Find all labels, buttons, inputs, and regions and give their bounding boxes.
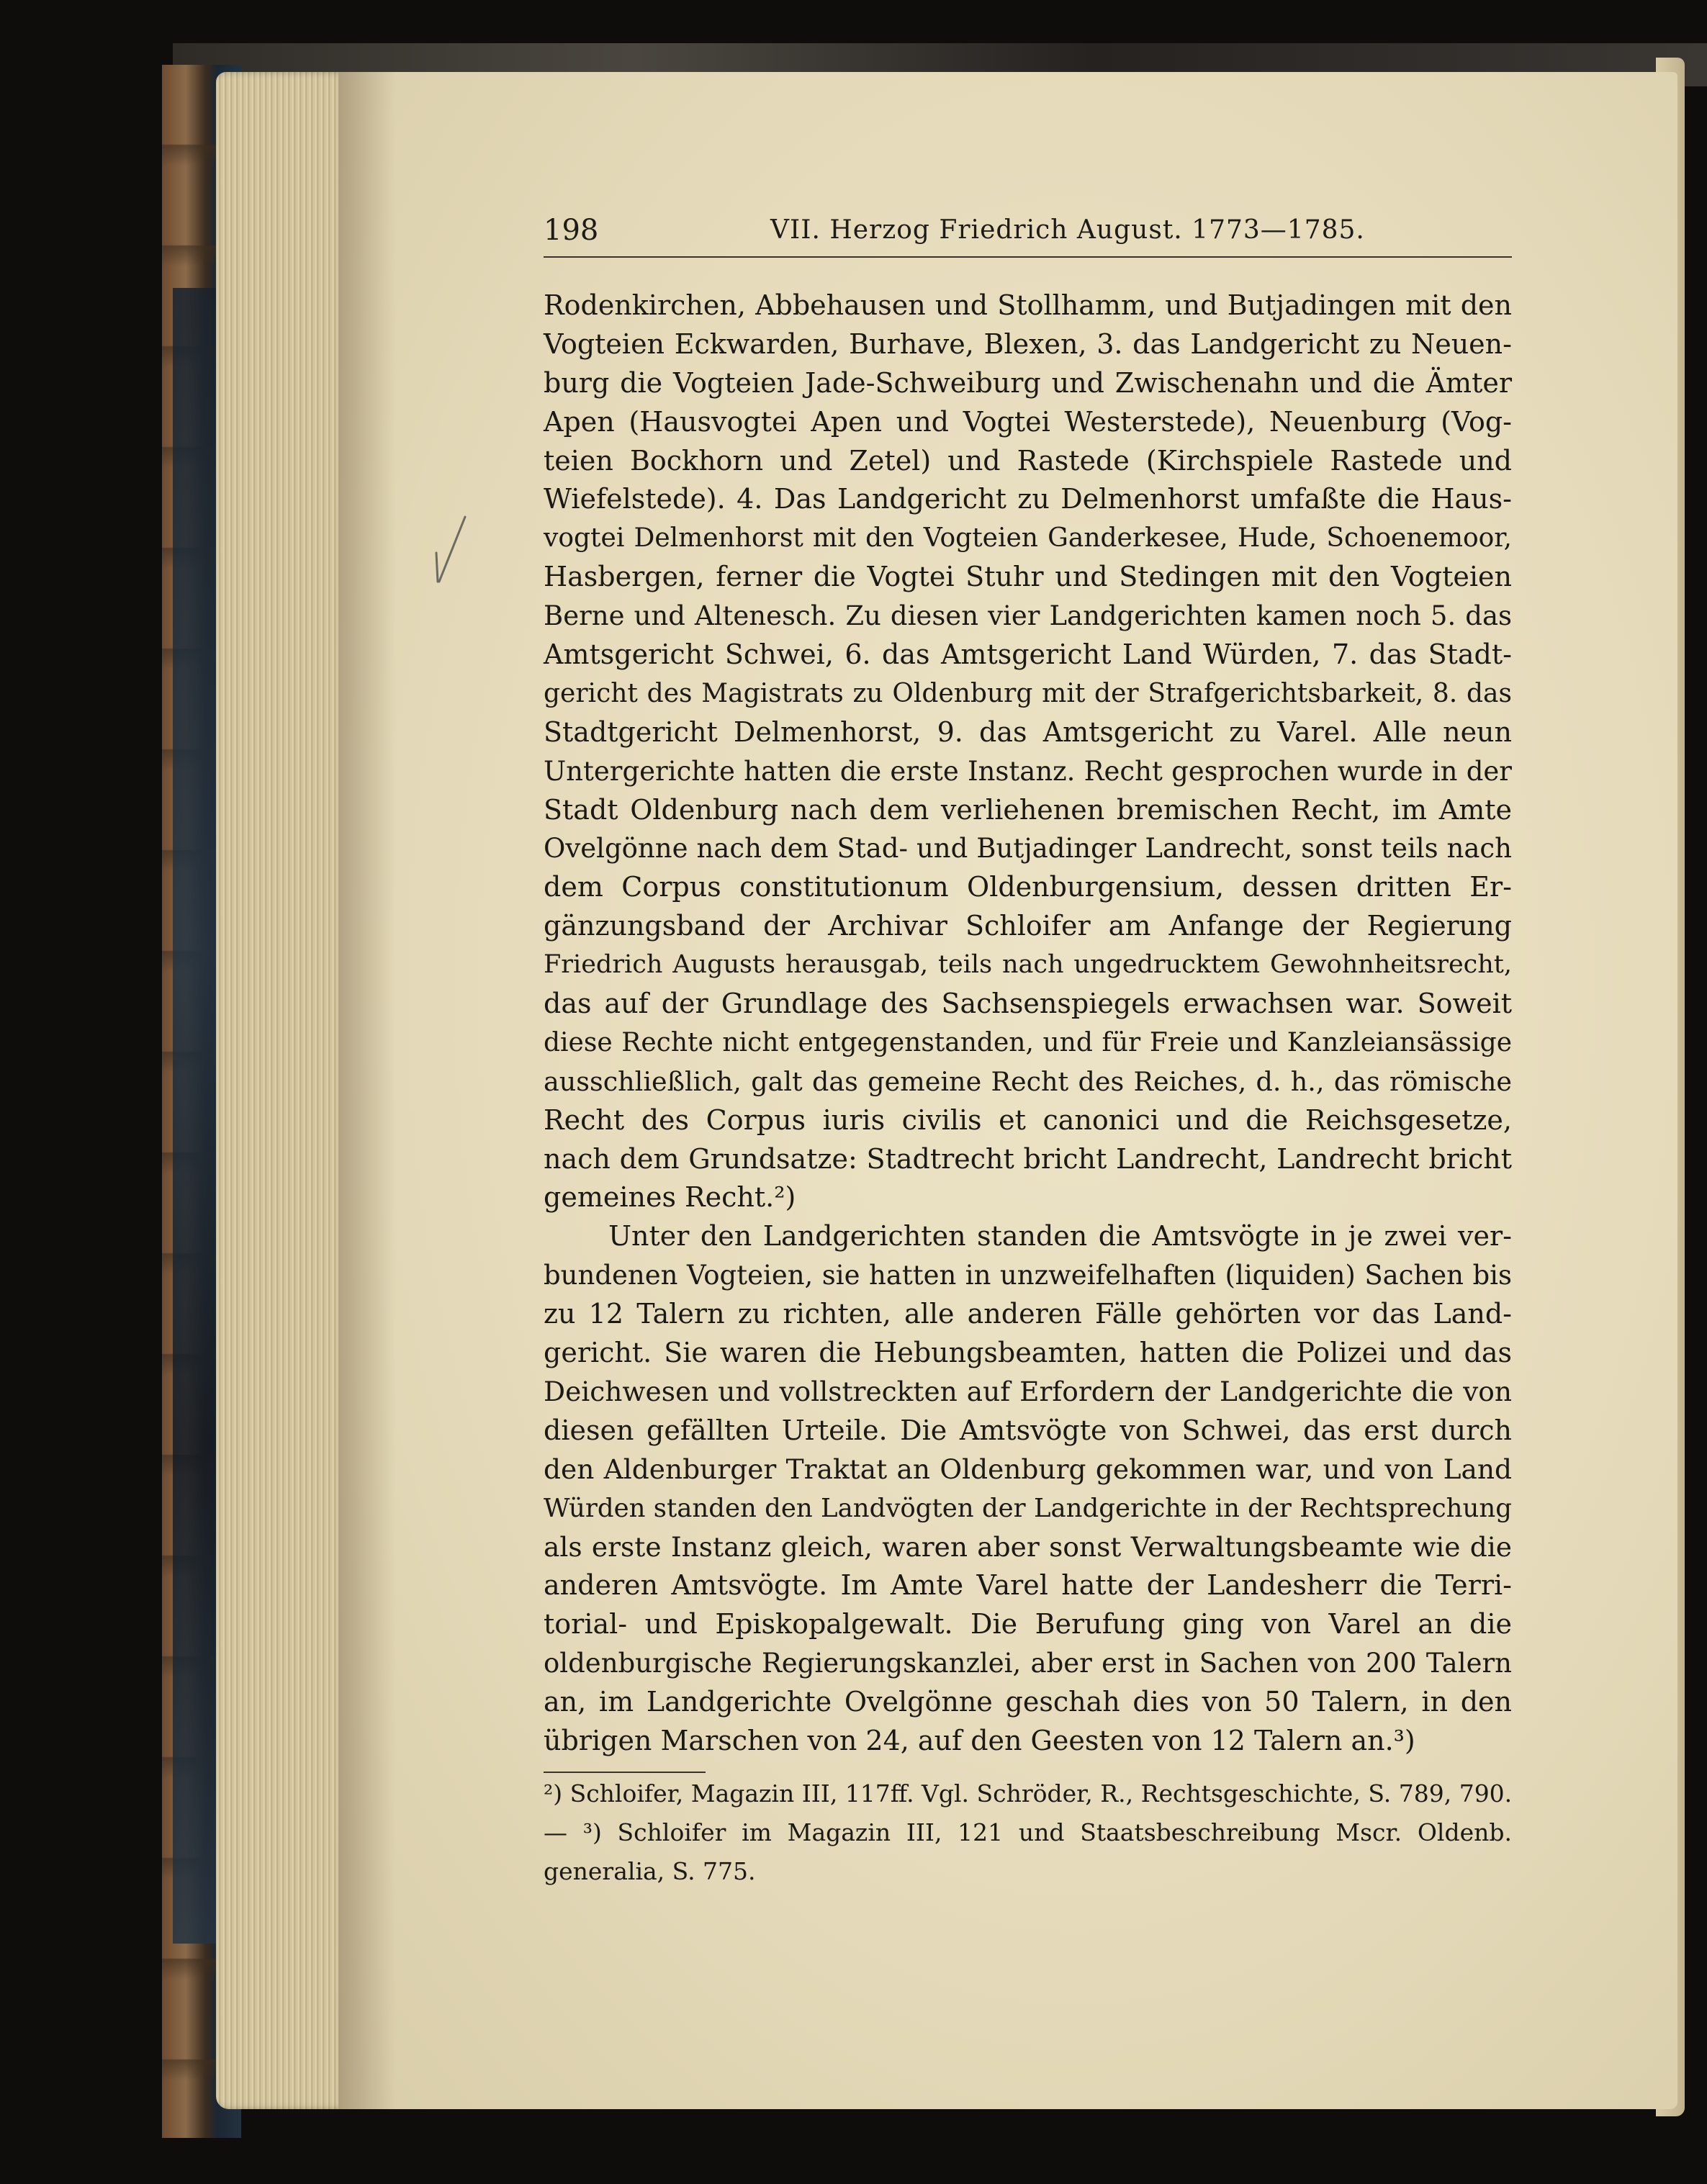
text-line: gemeines Recht.²) [544, 1181, 796, 1214]
footnote-rule [544, 1772, 706, 1773]
text-line: den Aldenburger Traktat an Oldenburg gekommen war, und von Land [544, 1453, 1512, 1485]
text-line: Wiefelstede). 4. Das Landgericht zu Delmenhorst umfaßte die Haus- [544, 483, 1512, 515]
text-line: Deichwesen und vollstreckten auf Erfordern der Landgerichte die von [544, 1375, 1512, 1407]
text-line: diese Rechte nicht entgegenstanden, und für Freie und Kanzleiansässige [544, 1027, 1512, 1057]
footnote-line: — ³) Schloifer im Magazin III, 121 und Staatsbeschreibung Mscr. Oldenb. [544, 1818, 1512, 1846]
text-line: Unter den Landgerichten standen die Amtsvögte in je zwei ver- [608, 1220, 1512, 1253]
text-line: anderen Amtsvögte. Im Amte Varel hatte der Landesherr die Terri- [544, 1569, 1512, 1602]
footnote-line: ²) Schloifer, Magazin III, 117ff. Vgl. Schröder, R., Rechtsgeschichte, S. 789, 790. [544, 1779, 1513, 1808]
text-line: bundenen Vogteien, sie hatten in unzweifelhaften (liquiden) Sachen bis [544, 1260, 1512, 1291]
text-line: teien Bockhorn und Zetel) und Rastede (Kirchspiele Rastede und [544, 444, 1512, 477]
text-line: ausschließlich, galt das gemeine Recht des Reiches, d. h., das römische [544, 1065, 1512, 1097]
running-title: VII. Herzog Friedrich August. 1773—1785. [770, 215, 1365, 245]
text-line: nach dem Grundsatze: Stadtrecht bricht Landrecht, Landrecht bricht [544, 1142, 1512, 1175]
text-line: Ovelgönne nach dem Stad- und Butjadinger Landrecht, sonst teils nach [544, 833, 1512, 865]
text-line: Hasbergen, ferner die Vogtei Stuhr und Stedingen mit den Vogteien [544, 561, 1512, 593]
body-text [544, 286, 1512, 1761]
text-line: gericht. Sie waren die Hebungsbeamten, hatten die Polizei und das [544, 1337, 1512, 1369]
text-line: Stadt Oldenburg nach dem verliehenen bremischen Recht, im Amte [544, 793, 1512, 826]
text-line: gericht des Magistrats zu Oldenburg mit der Strafgerichtsbarkeit, 8. das [544, 678, 1512, 708]
text-line: dem Corpus constitutionum Oldenburgensium, dessen dritten Er- [544, 871, 1512, 903]
page-header [544, 210, 1512, 253]
page-gutter-shadow [338, 72, 396, 2109]
text-line: vogtei Delmenhorst mit den Vogteien Ganderkesee, Hude, Schoenemoor, [544, 523, 1512, 554]
page-number: 198 [544, 214, 599, 247]
text-line: Friedrich Augusts herausgab, teils nach ungedrucktem Gewohnheitsrecht, [544, 950, 1512, 980]
text-line: Untergerichte hatten die erste Instanz. Recht gesprochen wurde in der [544, 755, 1512, 787]
text-line: oldenburgische Regierungskanzlei, aber erst in Sachen von 200 Talern [544, 1648, 1512, 1679]
footnotes [544, 1774, 1512, 1891]
text-line: Vogteien Eckwarden, Burhave, Blexen, 3. das Landgericht zu Neuen- [544, 328, 1512, 360]
pencil-mark-icon [431, 510, 474, 589]
text-line: Apen (Hausvogtei Apen und Vogtei Westerstede), Neuenburg (Vog- [544, 405, 1512, 438]
text-line: diesen gefällten Urteile. Die Amtsvögte von Schwei, das erst durch [544, 1414, 1512, 1446]
text-line: Recht des Corpus iuris civilis et canonici und die Reichsgesetze, [544, 1104, 1512, 1136]
text-line: Berne und Altenesch. Zu diesen vier Landgerichten kamen noch 5. das [544, 600, 1512, 632]
text-line: Stadtgericht Delmenhorst, 9. das Amtsgericht zu Varel. Alle neun [544, 716, 1512, 748]
page-edges [216, 72, 353, 2109]
text-line: zu 12 Talern zu richten, alle anderen Fälle gehörten vor das Land- [544, 1298, 1512, 1330]
text-line: als erste Instanz gleich, waren aber sonst Verwaltungsbeamte wie die [544, 1530, 1512, 1563]
text-line: übrigen Marschen von 24, auf den Geesten von 12 Talern an.³) [544, 1724, 1415, 1756]
text-line: torial- und Episkopalgewalt. Die Berufung ging von Varel an die [544, 1608, 1512, 1641]
header-rule [544, 256, 1512, 258]
footnote-line: generalia, S. 775. [544, 1857, 756, 1885]
text-line: gänzungsband der Archivar Schloifer am Anfange der Regierung [544, 910, 1512, 942]
text-line: das auf der Grundlage des Sachsenspiegels erwachsen war. Soweit [544, 988, 1512, 1020]
text-line: Würden standen den Landvögten der Landgerichte in der Rechtsprechung [544, 1493, 1512, 1523]
text-line: burg die Vogteien Jade-Schweiburg und Zwischenahn und die Ämter [544, 366, 1512, 399]
text-line: Amtsgericht Schwei, 6. das Amtsgericht Land Würden, 7. das Stadt- [544, 638, 1512, 671]
text-line: Rodenkirchen, Abbehausen und Stollhamm, und Butjadingen mit den [544, 289, 1512, 321]
text-line: an, im Landgerichte Ovelgönne geschah dies von 50 Talern, in den [544, 1686, 1512, 1718]
